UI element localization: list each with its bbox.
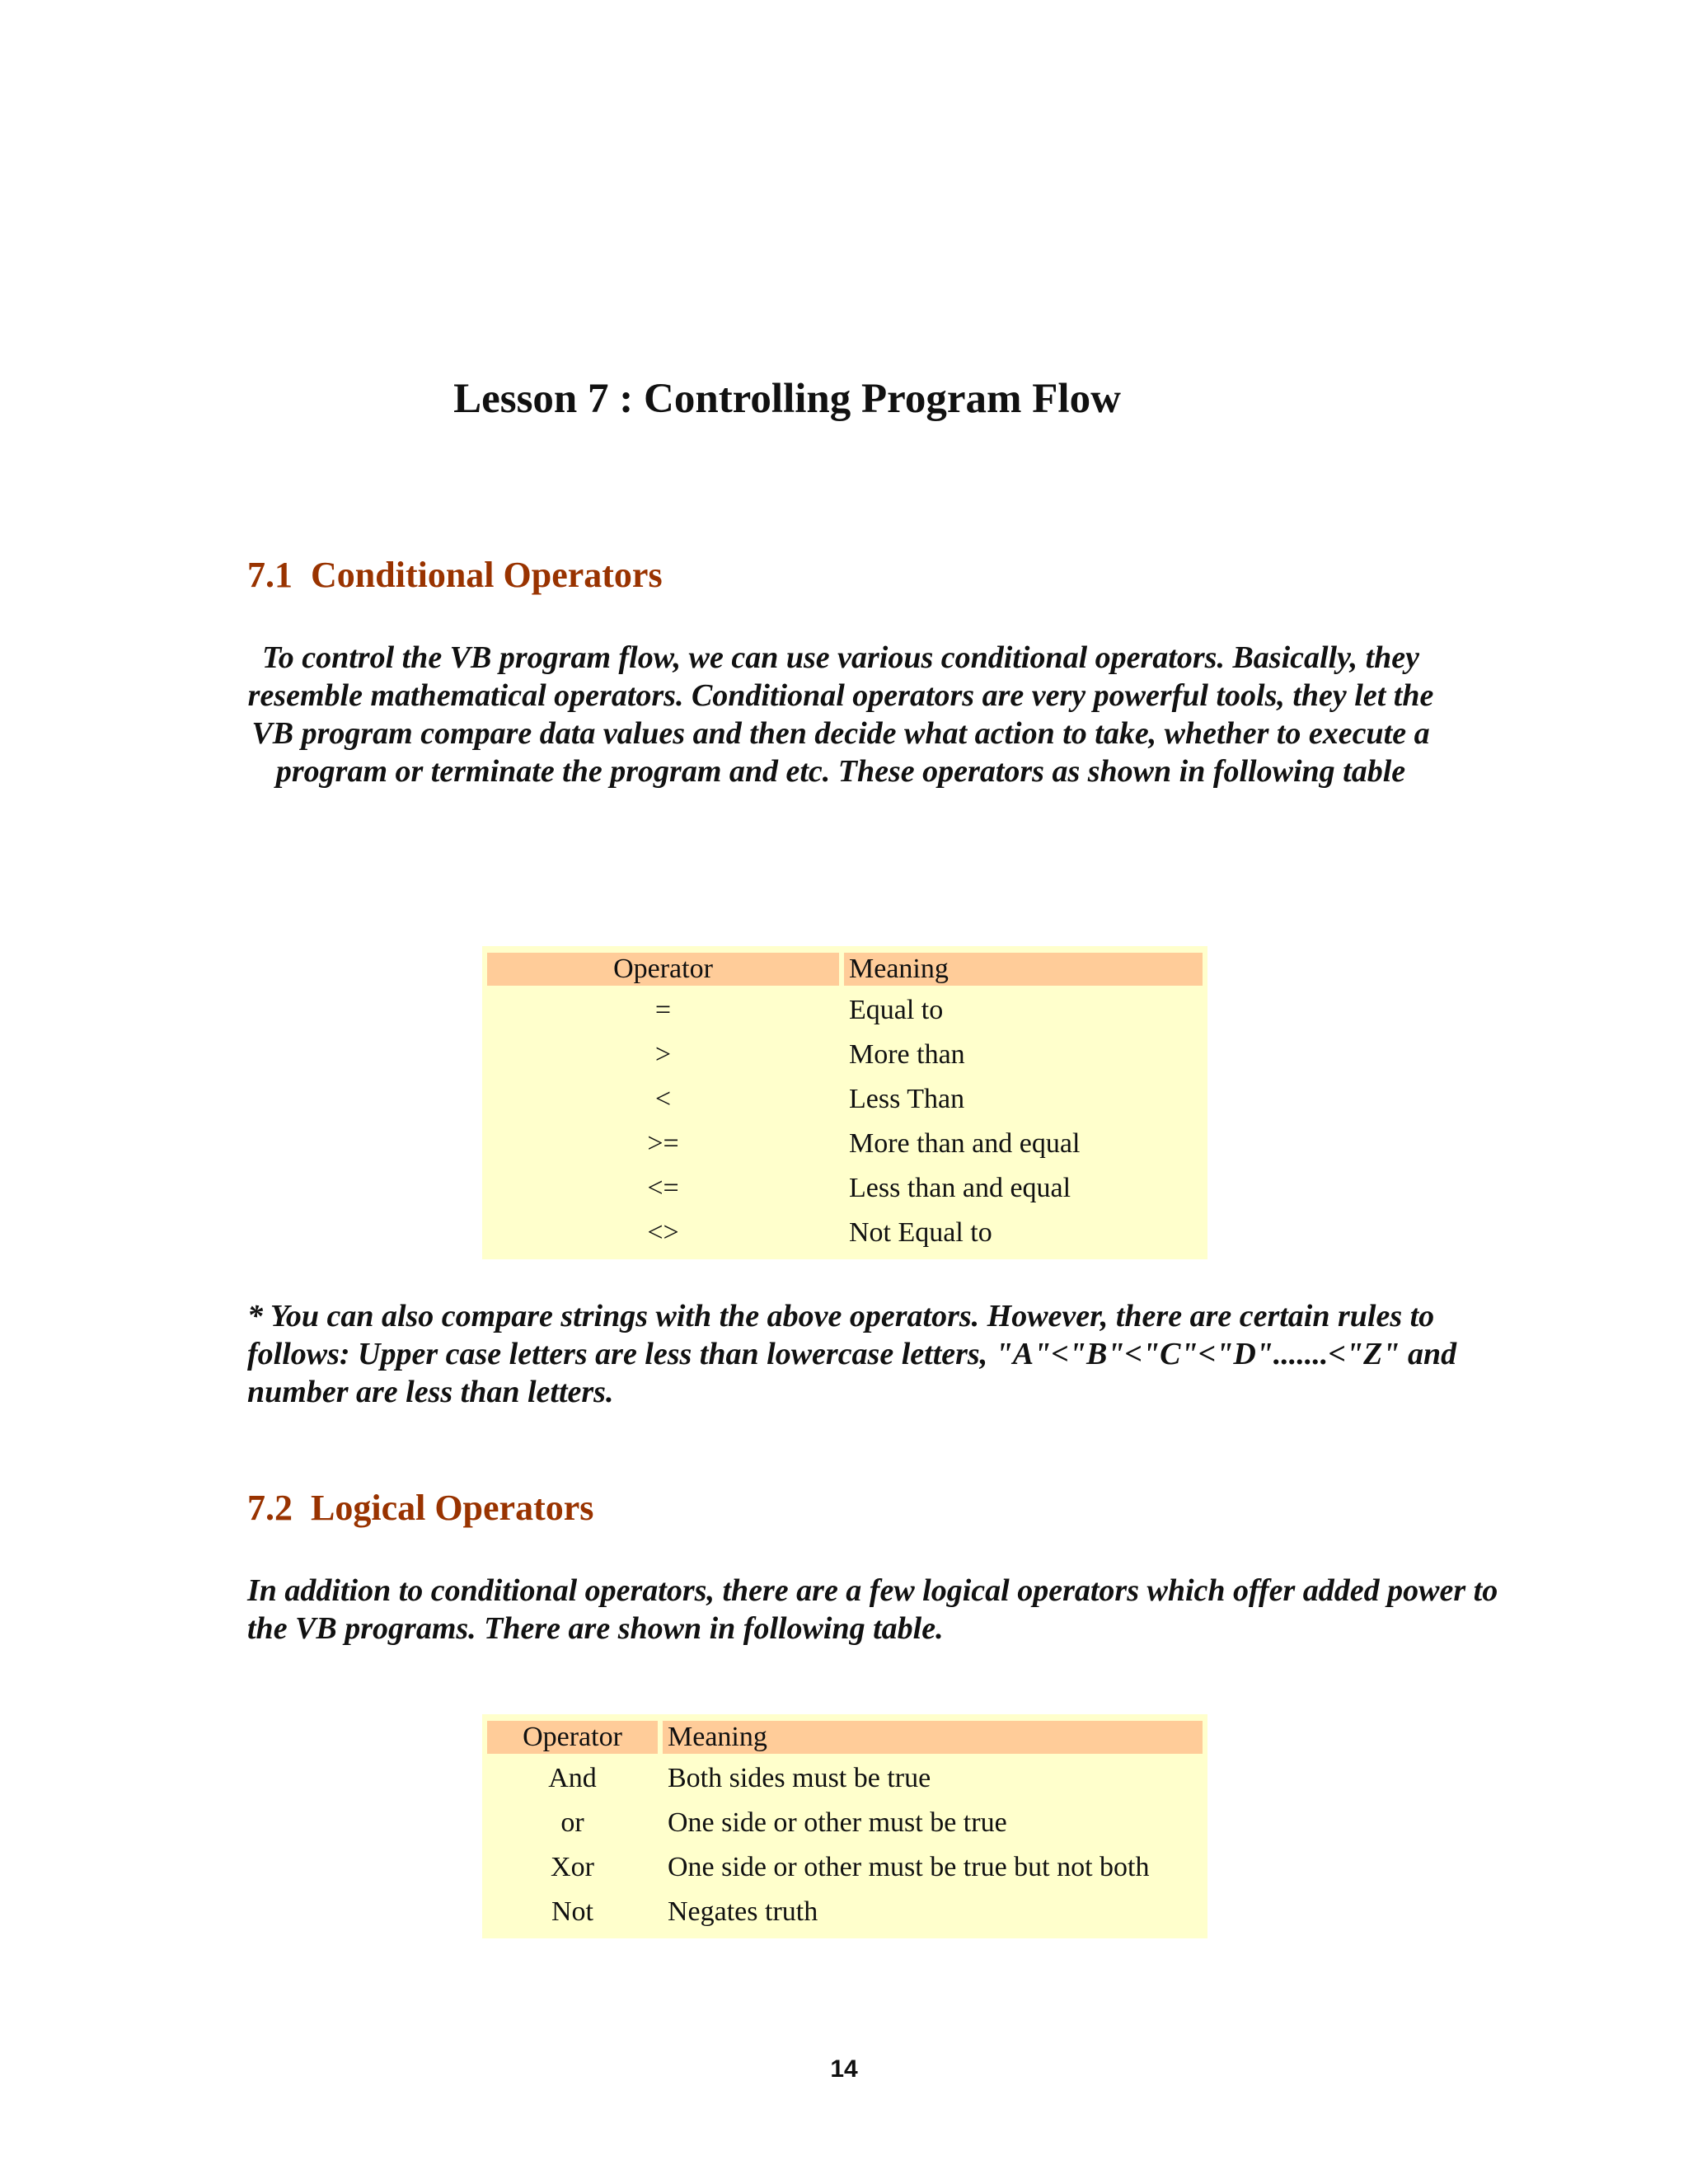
meaning-cell: Less than and equal (849, 1173, 1071, 1203)
table-header-row (487, 953, 1203, 986)
logical-operators-intro: In addition to conditional operators, there are a few logical operators which offer added power to the VB programs. There are shown in following table. (247, 1573, 1498, 1646)
page-title: Lesson 7 : Controlling Program Flow (453, 376, 1121, 422)
meaning-cell: Negates truth (668, 1896, 818, 1927)
operator-cell: <= (647, 1173, 679, 1203)
column-header-operator: Operator (487, 953, 839, 986)
section-heading-logical-operators: 7.2 Logical Operators (247, 1488, 594, 1528)
conditional-operators-table (482, 946, 1207, 1259)
operator-cell: or (560, 1807, 584, 1838)
logical-operators-table (482, 1714, 1207, 1938)
meaning-cell: One side or other must be true (668, 1807, 1007, 1838)
operator-cell: Not (551, 1896, 593, 1927)
operator-cell: Xor (551, 1852, 594, 1882)
column-header-meaning: Meaning (663, 1721, 1203, 1754)
conditional-operators-intro: To control the VB program flow, we can use various conditional operators. Basically, they resemble mathematical operators. Conditional operators are very powerful tools, they let the VB program compare data values and then decide what action to take, whether to execute a program or terminate the program and etc. These operators as shown in following table (247, 640, 1434, 789)
table-header-row (487, 1721, 1203, 1754)
column-header-operator: Operator (487, 1721, 658, 1754)
meaning-cell: Equal to (849, 995, 944, 1025)
meaning-cell: One side or other must be true but not both (668, 1852, 1150, 1882)
table-row (487, 991, 1203, 1030)
column-header-meaning: Meaning (844, 953, 1203, 986)
table-row (487, 1848, 1203, 1887)
meaning-cell: More than (849, 1039, 965, 1070)
meaning-cell: Both sides must be true (668, 1763, 931, 1793)
meaning-cell: Not Equal to (849, 1217, 992, 1248)
operator-cell: < (654, 1084, 672, 1114)
table-row (487, 1080, 1203, 1119)
section-heading-conditional-operators: 7.1 Conditional Operators (247, 555, 663, 595)
operator-cell: And (548, 1763, 597, 1793)
meaning-cell: Less Than (849, 1084, 965, 1114)
table-row (487, 1169, 1203, 1208)
table-row (487, 1124, 1203, 1164)
table-row (487, 1892, 1203, 1932)
operator-cell: <> (647, 1217, 679, 1248)
string-comparison-note: * You can also compare strings with the above operators. However, there are certain rules to follows: Upper case letters are less than lowercase letters, "A"<"B"<"C"<"D".......<"Z" and number are less than letters. (247, 1299, 1457, 1409)
page-number: 14 (830, 2055, 858, 2083)
table-row (487, 1213, 1203, 1253)
operator-cell: = (654, 995, 672, 1025)
table-row (487, 1035, 1203, 1075)
table-row (487, 1759, 1203, 1798)
operator-cell: >= (647, 1128, 679, 1159)
table-row (487, 1803, 1203, 1843)
operator-cell: > (654, 1039, 672, 1070)
meaning-cell: More than and equal (849, 1128, 1081, 1159)
